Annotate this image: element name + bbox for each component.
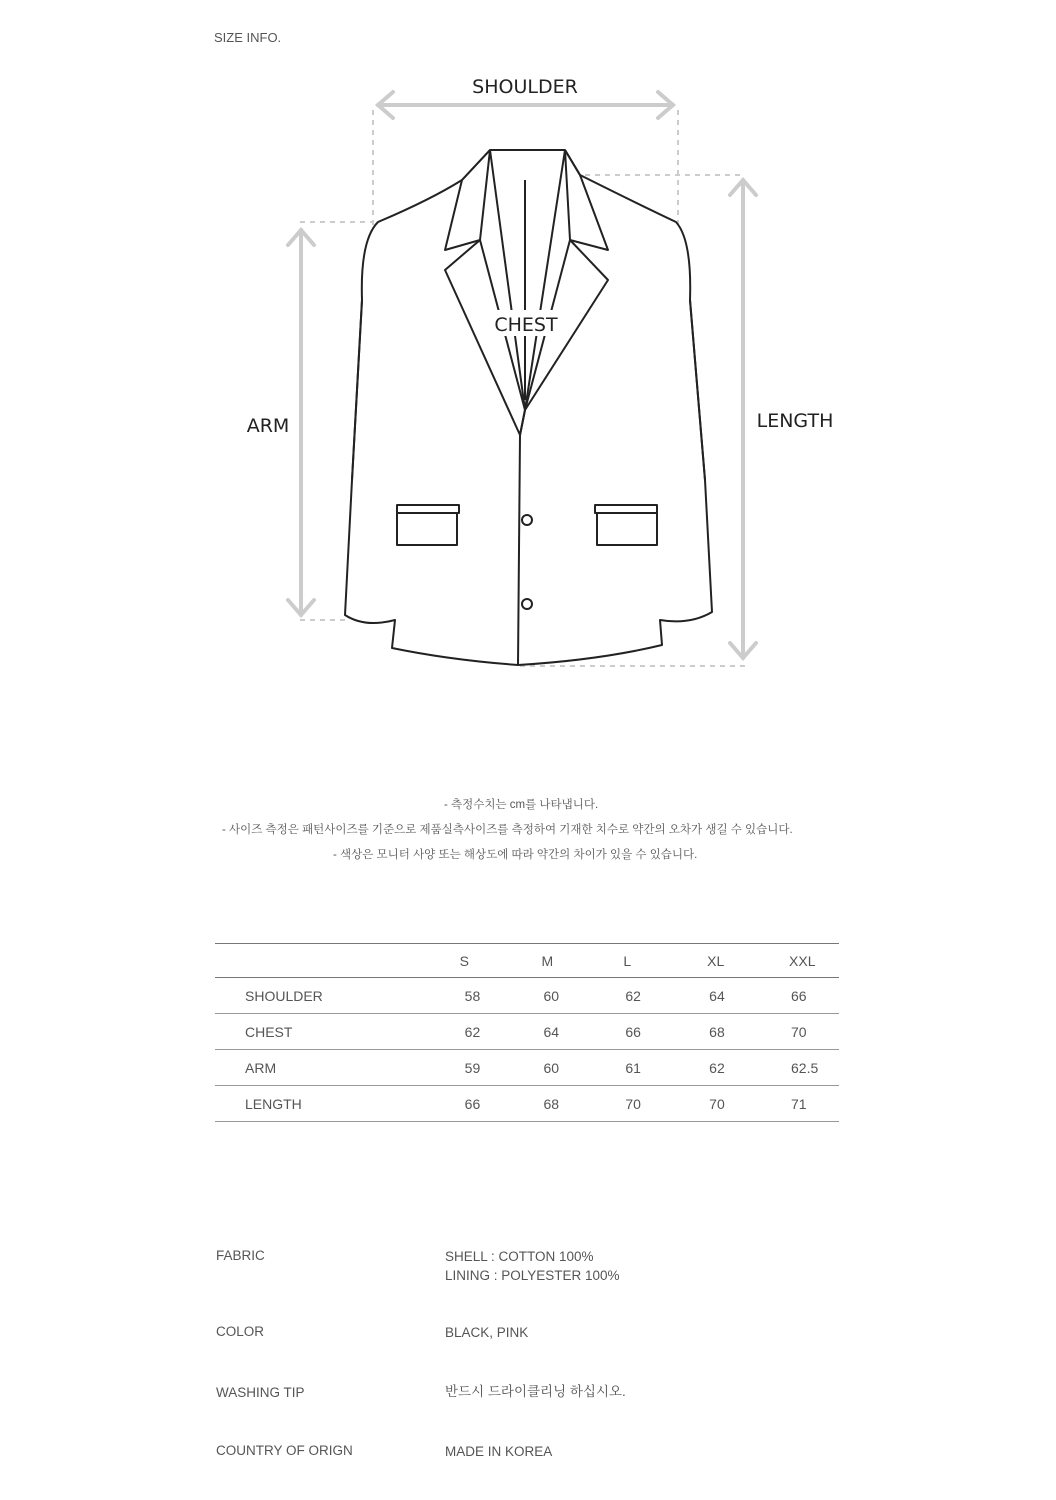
cell-value: 60 — [543, 1059, 560, 1076]
cell-value: 70 — [625, 1095, 641, 1112]
note: - 사이즈 측정은 패턴사이즈를 기준으로 제품실측사이즈를 측정하여 기재한 치수로 약간의 오차가 생길 수 있습니다. — [222, 824, 793, 836]
row-label: ARM — [245, 1059, 277, 1076]
note: - 측정수치는 cm를 나타냅니다. — [444, 799, 599, 811]
info-key: COLOR — [216, 1324, 265, 1339]
col-header: XL — [707, 952, 725, 969]
cell-value: 62.5 — [791, 1059, 819, 1076]
col-header: L — [623, 952, 632, 969]
cell-value: 58 — [464, 987, 481, 1004]
shoulder-label: SHOULDER — [472, 76, 578, 98]
cell-value: 66 — [791, 987, 807, 1004]
jacket-outline — [345, 150, 712, 665]
cell-value: 62 — [709, 1059, 725, 1076]
table-row — [215, 1050, 839, 1086]
table-row — [215, 1086, 839, 1122]
table-row — [215, 978, 839, 1014]
col-header: XXL — [789, 952, 816, 969]
cell-value: 68 — [709, 1023, 725, 1040]
cell-value: 62 — [625, 987, 641, 1004]
row-label: LENGTH — [245, 1095, 302, 1112]
cell-value: 59 — [464, 1059, 481, 1076]
info-key: FABRIC — [216, 1248, 265, 1263]
table-header-row — [215, 944, 839, 978]
cell-value: 62 — [464, 1023, 481, 1040]
cell-value: 66 — [625, 1023, 641, 1040]
size-table — [215, 943, 839, 1122]
info-value: MADE IN KOREA — [445, 1444, 553, 1459]
cell-value: 70 — [791, 1023, 807, 1040]
info-value: 반드시 드라이클리닝 하십시오. — [445, 1384, 626, 1399]
info-value: SHELL : COTTON 100% — [445, 1249, 594, 1264]
row-label: CHEST — [245, 1023, 293, 1040]
jacket-diagram — [0, 0, 1056, 700]
cell-value: 66 — [464, 1095, 481, 1112]
cell-value: 64 — [709, 987, 725, 1004]
chest-label: CHEST — [494, 314, 558, 336]
info-value: BLACK, PINK — [445, 1325, 529, 1340]
col-header: M — [541, 952, 554, 969]
col-header: S — [459, 952, 469, 969]
cell-value: 61 — [625, 1059, 641, 1076]
arm-label: ARM — [246, 415, 290, 437]
section-title: SIZE INFO. — [214, 30, 282, 45]
info-key: WASHING TIP — [216, 1385, 305, 1400]
cell-value: 70 — [709, 1095, 725, 1112]
info-key: COUNTRY OF ORIGN — [216, 1443, 353, 1458]
length-label: LENGTH — [756, 410, 834, 432]
note: - 색상은 모니터 사양 또는 해상도에 따라 약간의 차이가 있을 수 있습니다. — [333, 849, 698, 861]
row-label: SHOULDER — [245, 987, 323, 1004]
cell-value: 71 — [791, 1095, 807, 1112]
table-row — [215, 1014, 839, 1050]
cell-value: 60 — [543, 987, 560, 1004]
cell-value: 64 — [543, 1023, 560, 1040]
cell-value: 68 — [543, 1095, 560, 1112]
info-value: LINING : POLYESTER 100% — [445, 1268, 620, 1283]
